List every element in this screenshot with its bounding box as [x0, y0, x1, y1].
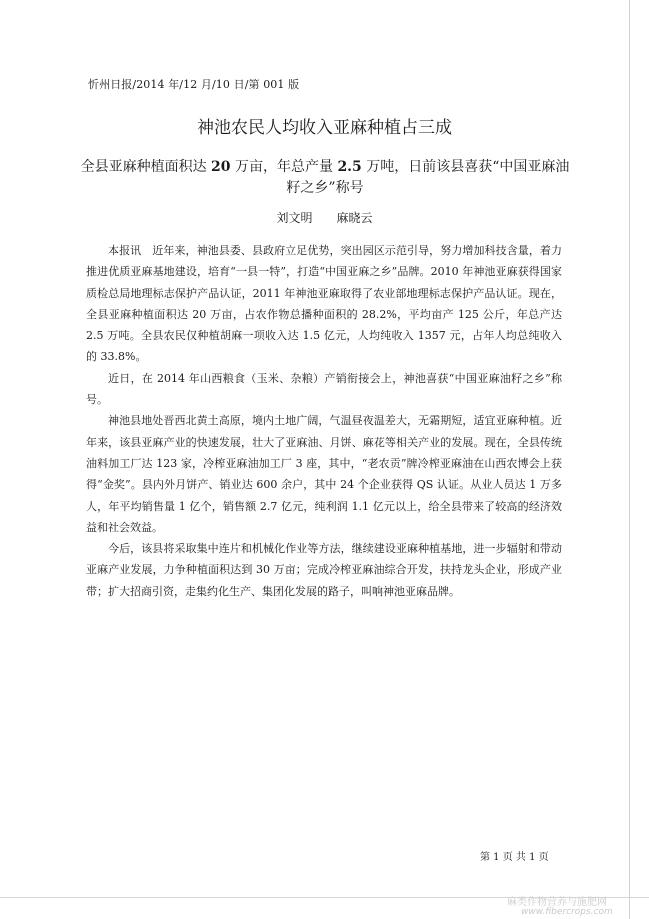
source-line: 忻州日报/2014 年/12 月/10 日/第 001 版 [88, 78, 300, 91]
body-paragraph: 近日，在 2014 年山西粮食（玉米、杂粮）产销衔接会上，神池喜获“中国亚麻油籽之乡”称号。 [86, 371, 562, 407]
article-headline: 神池农民人均收入亚麻种植占三成 [197, 118, 452, 138]
subheadline-text-3: 万吨，日前该县喜获“中国亚麻油籽之乡”称号 [286, 159, 570, 196]
page-number: 第 1 页 共 1 页 [480, 852, 549, 863]
author-name: 麻晓云 [336, 211, 373, 225]
watermark-url: www.fibercrops.com [521, 907, 613, 917]
site-watermark [507, 896, 647, 918]
watermark-text: 麻类作物营养与施肥网 [507, 897, 607, 908]
body-paragraph: 神池县地处晋西北黄土高原，境内土地广阔，气温昼夜温差大，无霜期短，适宜亚麻种植。近年来，该县亚麻产业的快速发展，壮大了亚麻油、月饼、麻花等相关产业的发展。现在，全县传统油料加工厂达 123 家，冷榨亚麻油加工厂 3 座，其中，“老农贡”牌冷榨亚麻油在山西农博会上获得“金奖”。县内外月饼产、销业达 600 余户，其中 24 个企业获得 QS 认证。从业人员达 1 万多人，年平均销售量 1 亿个，销售额 2.7 亿元，纯利润 1.1 亿元以上，给全县带来了较高的经济效益和社会效益。 [86, 414, 562, 534]
subheadline-number-area: 20 [211, 159, 231, 175]
author-name: 刘文明 [276, 211, 313, 225]
article-subheadline [80, 157, 570, 199]
authors-line [0, 209, 649, 226]
article-body [86, 240, 562, 602]
subheadline-number-output: 2.5 [337, 159, 362, 175]
subheadline-text-2: 万亩，年总产量 [230, 159, 338, 175]
subheadline-text-1: 全县亚麻种植面积达 [80, 159, 212, 175]
body-paragraph: 今后，该县将采取集中连片和机械化作业等方法，继续建设亚麻种植基地，进一步辐射和带动亚麻产业发展，力争种植面积达到 30 万亩；完成冷榨亚麻油综合开发，扶持龙头企业，形成产业带；扩大招商引资，走集约化生产、集团化发展的路子，叫响神池亚麻品牌。 [86, 542, 562, 598]
body-paragraph: 本报讯 近年来，神池县委、县政府立足优势，突出园区示范引导，努力增加科技含量，着力推进优质亚麻基地建设，培育“一县一特”，打造“中国亚麻之乡”品牌。2010 年神池亚麻获得国家质检总局地理标志保护产品认证，2011 年神池亚麻取得了农业部地理标志保护产品认证。现在，全县亚麻种植面积达 20 万亩，占农作物总播种面积的 28.2%，平均亩产 125 公斤，年总产达 2.5 万吨。全县农民仅种植胡麻一项收入达 1.5 亿元，人均纯收入 1357 元，占年人均总纯收入的 33.8%。 [86, 244, 562, 364]
